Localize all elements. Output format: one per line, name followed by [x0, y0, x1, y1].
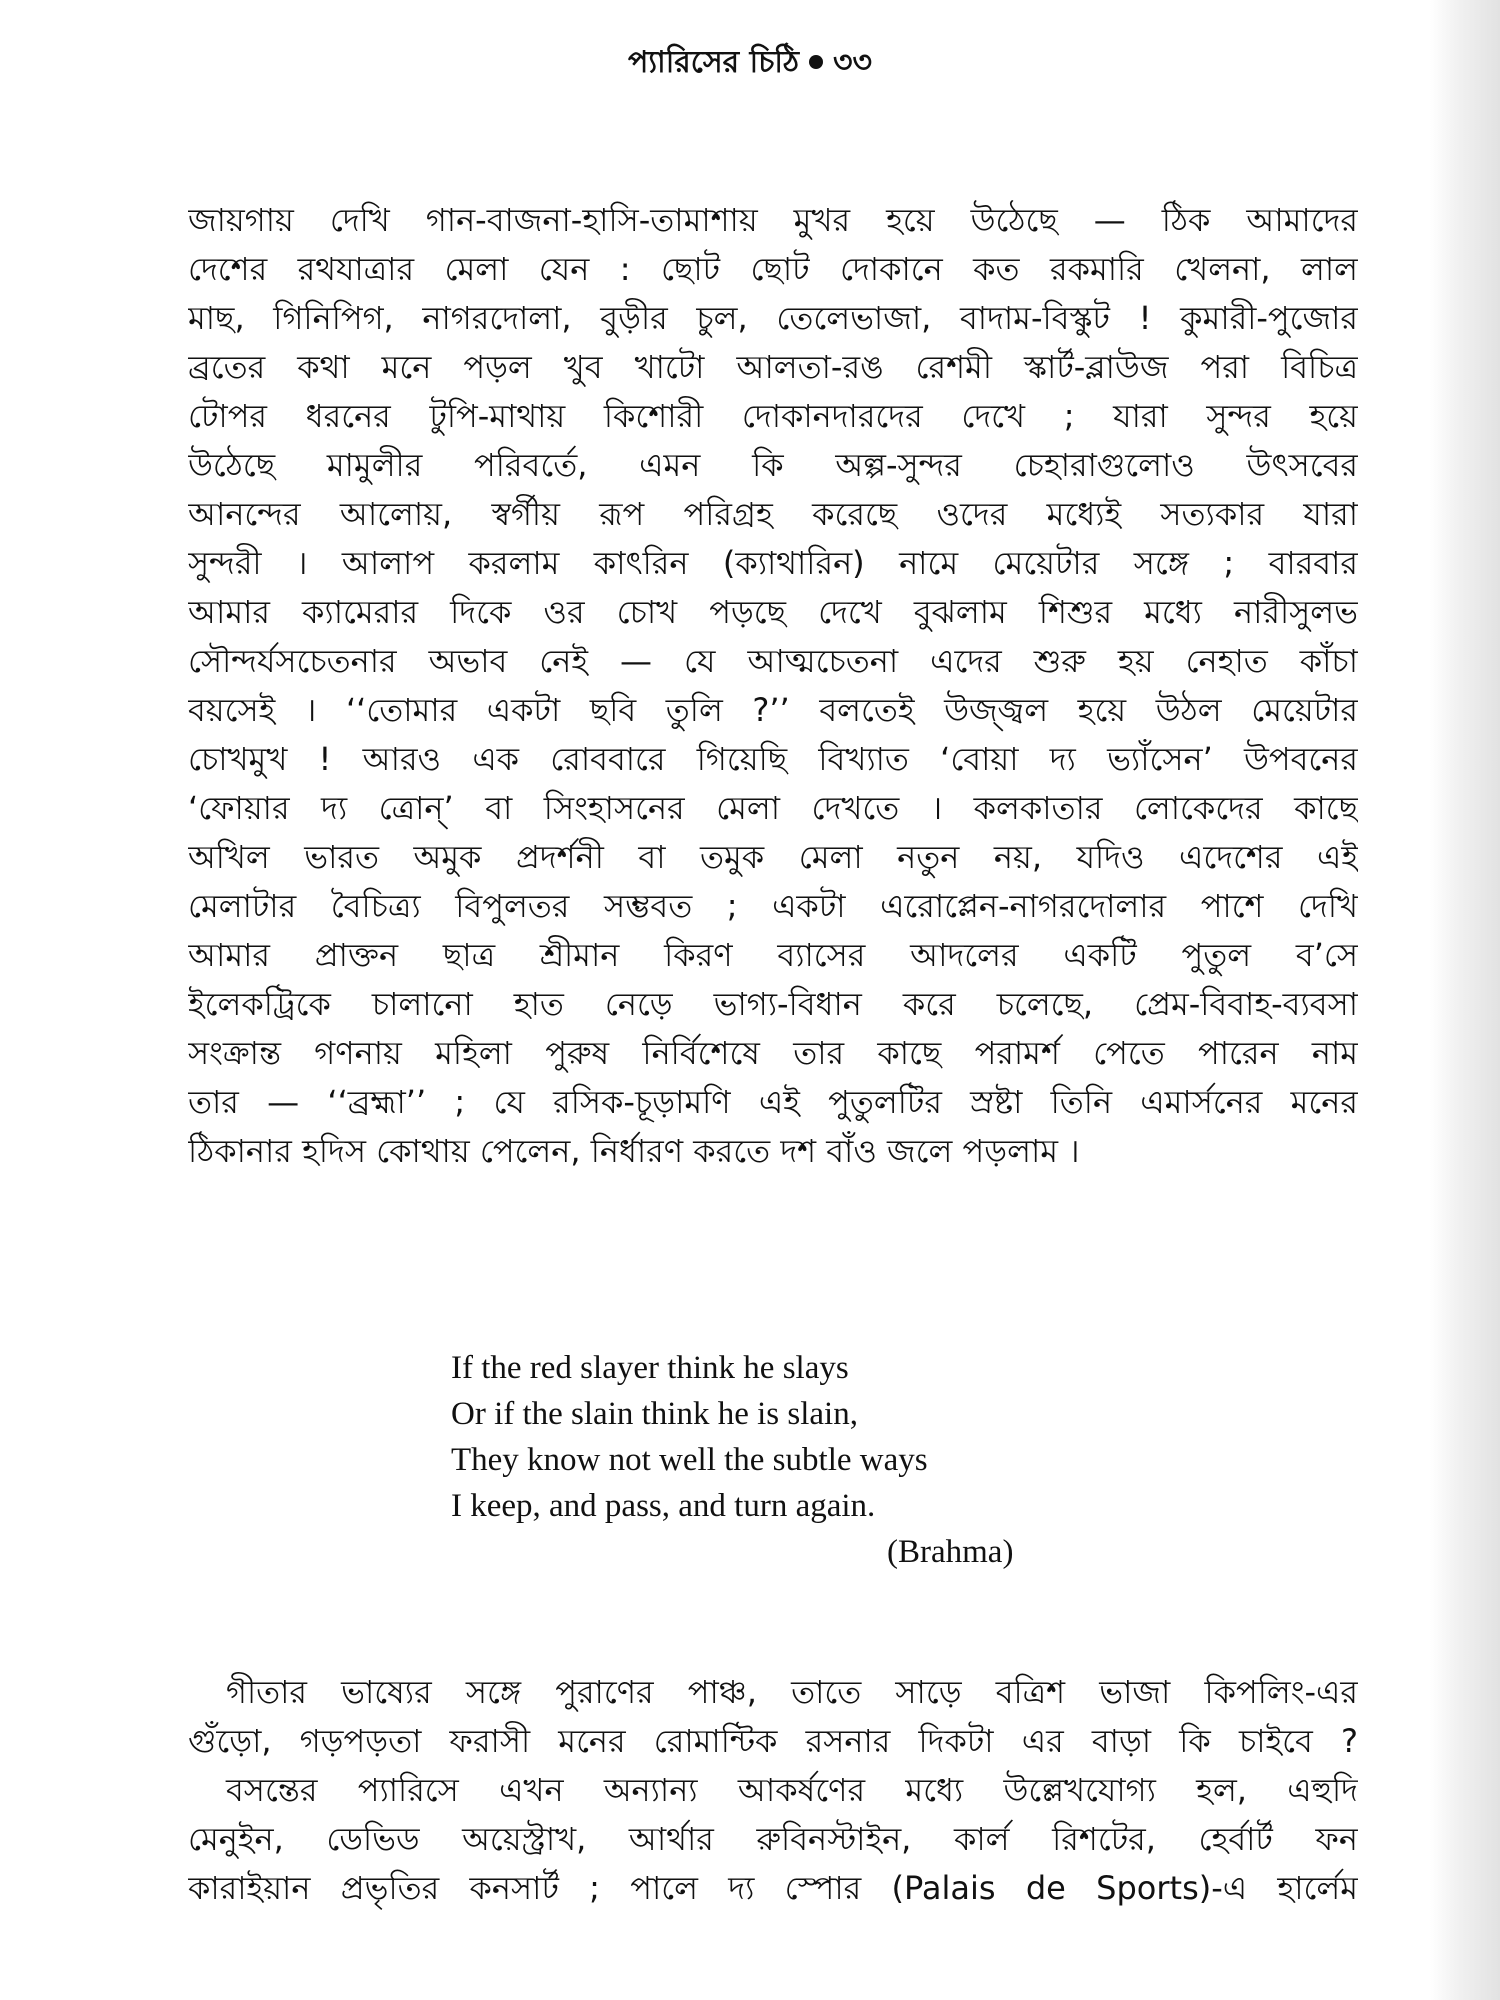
text-line: সৌন্দর্যসচেতনার অভাব নেই — যে আত্মচেতনা এদের শুরু হয় নেহাত কাঁচা	[188, 642, 1358, 680]
text-line: গীতার ভাষ্যের সঙ্গে পুরাণের পাঞ্চ, তাতে সাড়ে বত্রিশ ভাজা কিপলিং-এর	[226, 1673, 1358, 1711]
text-line: মাছ, গিনিপিগ, নাগরদোলা, বুড়ীর চুল, তেলেভাজা, বাদাম-বিস্কুট ! কুমারী-পুজোর	[188, 299, 1358, 337]
text-line: ‘ফোয়ার দ্য ত্রোন্’ বা সিংহাসনের মেলা দেখতে । কলকাতার লোকেদের কাছে	[188, 789, 1358, 827]
text-line: ইলেকট্রিকে চালানো হাত নেড়ে ভাগ্য-বিধান করে চলেছে, প্রেম-বিবাহ-ব্যবসা	[188, 985, 1358, 1023]
text-line: কারাইয়ান প্রভৃতির কনসার্ট ; পালে দ্য স্পোর (Palais de Sports)-এ হার্লেম	[188, 1869, 1358, 1907]
text-line: জায়গায় দেখি গান-বাজনা-হাসি-তামাশায় মুখর হয়ে উঠেছে — ঠিক আমাদের	[188, 201, 1358, 239]
text-line: টোপর ধরনের টুপি-মাথায় কিশোরী দোকানদারদের দেখে ; যারা সুন্দর হয়ে	[188, 397, 1358, 435]
text-line: গুঁড়ো, গড়পড়তা ফরাসী মনের রোমান্টিক রসনার দিকটা এর বাড়া কি চাইবে ?	[188, 1722, 1358, 1760]
paragraph-1	[188, 196, 1358, 1176]
poem-attribution: (Brahma)	[887, 1534, 1014, 1570]
text-line: বয়সেই । ‘‘তোমার একটা ছবি তুলি ?’’ বলতেই উজ্জ্বল হয়ে উঠল মেয়েটার	[188, 691, 1358, 729]
poem-line: They know not well the subtle ways	[451, 1442, 928, 1478]
text-line: ঠিকানার হদিস কোথায় পেলেন, নির্ধারণ করতে দশ বাঁও জলে পড়লাম ।	[188, 1132, 1080, 1170]
poem-line: If the red slayer think he slays	[451, 1350, 849, 1386]
text-line: চোখমুখ ! আরও এক রোববারে গিয়েছি বিখ্যাত ‘বোয়া দ্য ভ্যাঁসেন’ উপবনের	[188, 740, 1358, 778]
text-line: মেনুইন, ডেভিড অয়েস্ট্রাখ, আর্থার রুবিনস্টাইন, কার্ল রিশটের, হের্বার্ট ফন	[188, 1820, 1358, 1858]
text-line: তার — ‘‘ব্রহ্মা’’ ; যে রসিক-চূড়ামণি এই পুতুলটির স্রষ্টা তিনি এমার্সনের মনের	[188, 1083, 1358, 1121]
paragraph-2	[188, 1668, 1358, 1913]
text-line: আমার ক্যামেরার দিকে ওর চোখ পড়ছে দেখে বুঝলাম শিশুর মধ্যে নারীসুলভ	[188, 593, 1358, 631]
text-line: ব্রতের কথা মনে পড়ল খুব খাটো আলতা-রঙ রেশমী স্কার্ট-ব্লাউজ পরা বিচিত্র	[188, 348, 1358, 386]
text-line: মেলাটার বৈচিত্র্য বিপুলতর সম্ভবত ; একটা এরোপ্লেন-নাগরদোলার পাশে দেখি	[188, 887, 1358, 925]
header-title: প্যারিসের চিঠি	[627, 45, 800, 80]
text-line: উঠেছে মামুলীর পরিবর্তে, এমন কি অল্প-সুন্দর চেহারাগুলোও উৎসবের	[188, 446, 1358, 484]
text-line: অখিল ভারত অমুক প্রদর্শনী বা তমুক মেলা নতুন নয়, যদিও এদেশের এই	[188, 838, 1358, 876]
poem-line: Or if the slain think he is slain,	[451, 1396, 858, 1432]
text-line: দেশের রথযাত্রার মেলা যেন : ছোট ছোট দোকানে কত রকমারি খেলনা, লাল	[188, 250, 1358, 288]
text-line: বসন্তের প্যারিসে এখন অন্যান্য আকর্ষণের মধ্যে উল্লেখযোগ্য হল, এহুদি	[226, 1771, 1358, 1809]
text-line: সুন্দরী । আলাপ করলাম কাৎরিন (ক্যাথারিন) নামে মেয়েটার সঙ্গে ; বারবার	[188, 544, 1358, 582]
bullet-separator	[809, 55, 823, 69]
page-number: ৩৩	[833, 45, 873, 80]
running-header	[0, 38, 1500, 89]
text-line: আনন্দের আলোয়, স্বর্গীয় রূপ পরিগ্রহ করেছে ওদের মধ্যেই সত্যকার যারা	[188, 495, 1358, 533]
page-edge-shadow	[1430, 0, 1500, 2000]
poem-quote	[451, 1345, 1013, 1575]
text-line: আমার প্রাক্তন ছাত্র শ্রীমান কিরণ ব্যাসের আদলের একটি পুতুল ব’সে	[188, 936, 1358, 974]
text-line: সংক্রান্ত গণনায় মহিলা পুরুষ নির্বিশেষে তার কাছে পরামর্শ পেতে পারেন নাম	[188, 1034, 1358, 1072]
poem-line: I keep, and pass, and turn again.	[451, 1488, 876, 1524]
